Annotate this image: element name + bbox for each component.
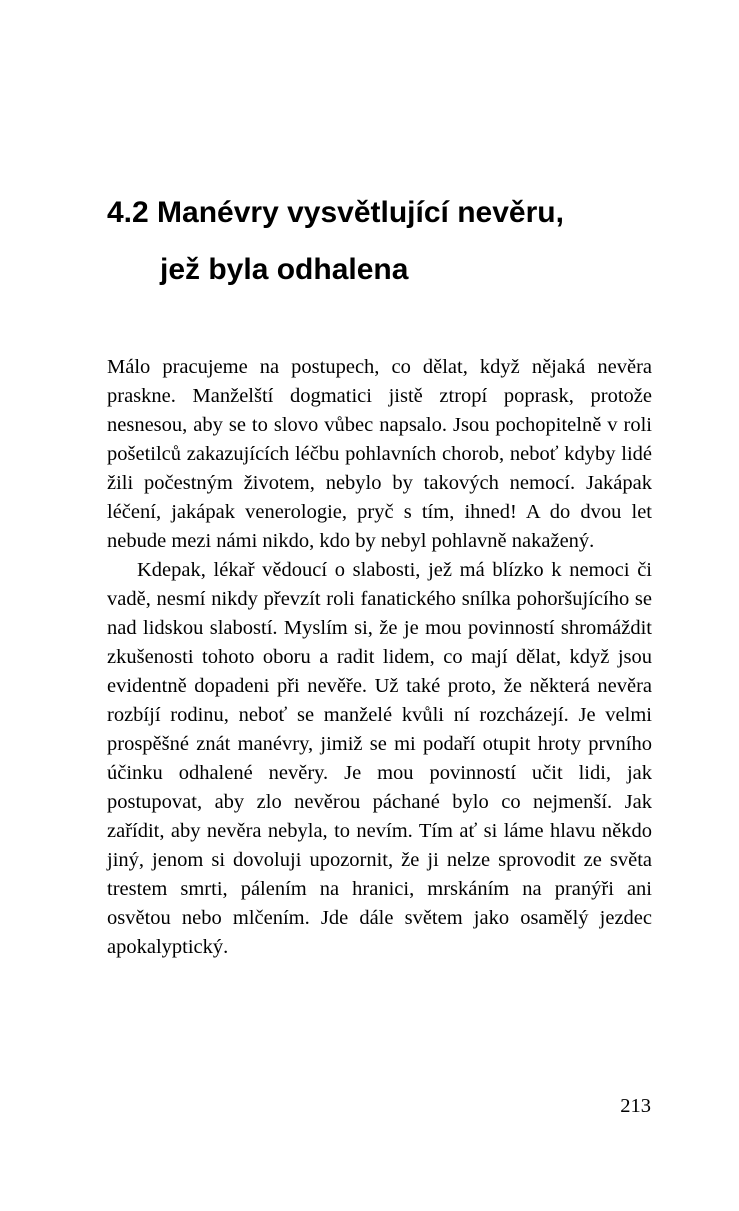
chapter-heading-line2: jež byla odhalena	[160, 253, 409, 286]
page-number: 213	[620, 1095, 651, 1117]
paragraph: Málo pracujeme na postupech, co dělat, když nějaká nevěra praskne. Manželští dogmatici jistě ztropí poprask, protože nesnesou, aby se to slovo vůbec napsalo. Jsou pochopitelně v roli pošetilců zakazujících léčbu pohlavních chorob, neboť kdyby lidé žili počestným životem, nebylo by takových nemocí. Jakápak léčení, jakápak venerologie, pryč s tím, ihned! A do dvou let nebude mezi námi nikdo, kdo by nebyl pohlavně nakažený.	[107, 356, 652, 552]
body-text	[107, 353, 652, 962]
chapter-heading	[107, 198, 652, 285]
paragraph: Kdepak, lékař vědoucí o slabosti, jež má blízko k nemoci či vadě, nesmí nikdy převzít roli fanatického snílka pohoršujícího se nad lidskou slabostí. Myslím si, že je mou povinností shromáždit zkušenosti tohoto oboru a radit lidem, co mají dělat, když jsou evidentně dopadeni při nevěře. Už také proto, že některá nevěra rozbíjí rodinu, neboť se manželé kvůli ní rozcházejí. Je velmi prospěšné znát manévry, jimiž se mi podaří otupit hroty prvního účinku odhalené nevěry. Je mou povinností učit lidi, jak postupovat, aby zlo nevěrou páchané bylo co nejmenší. Jak zařídit, aby nevěra nebyla, to nevím. Tím ať si láme hlavu někdo jiný, jenom si dovoluji upozornit, že ji nelze sprovodit ze světa trestem smrti, pálením na hranici, mrskáním na pranýři ani osvětou nebo mlčením. Jde dále světem jako osamělý jezdec apokalyptický.	[107, 559, 652, 958]
chapter-heading-line1: 4.2 Manévry vysvětlující nevěru,	[107, 196, 564, 229]
page-content	[107, 198, 652, 962]
